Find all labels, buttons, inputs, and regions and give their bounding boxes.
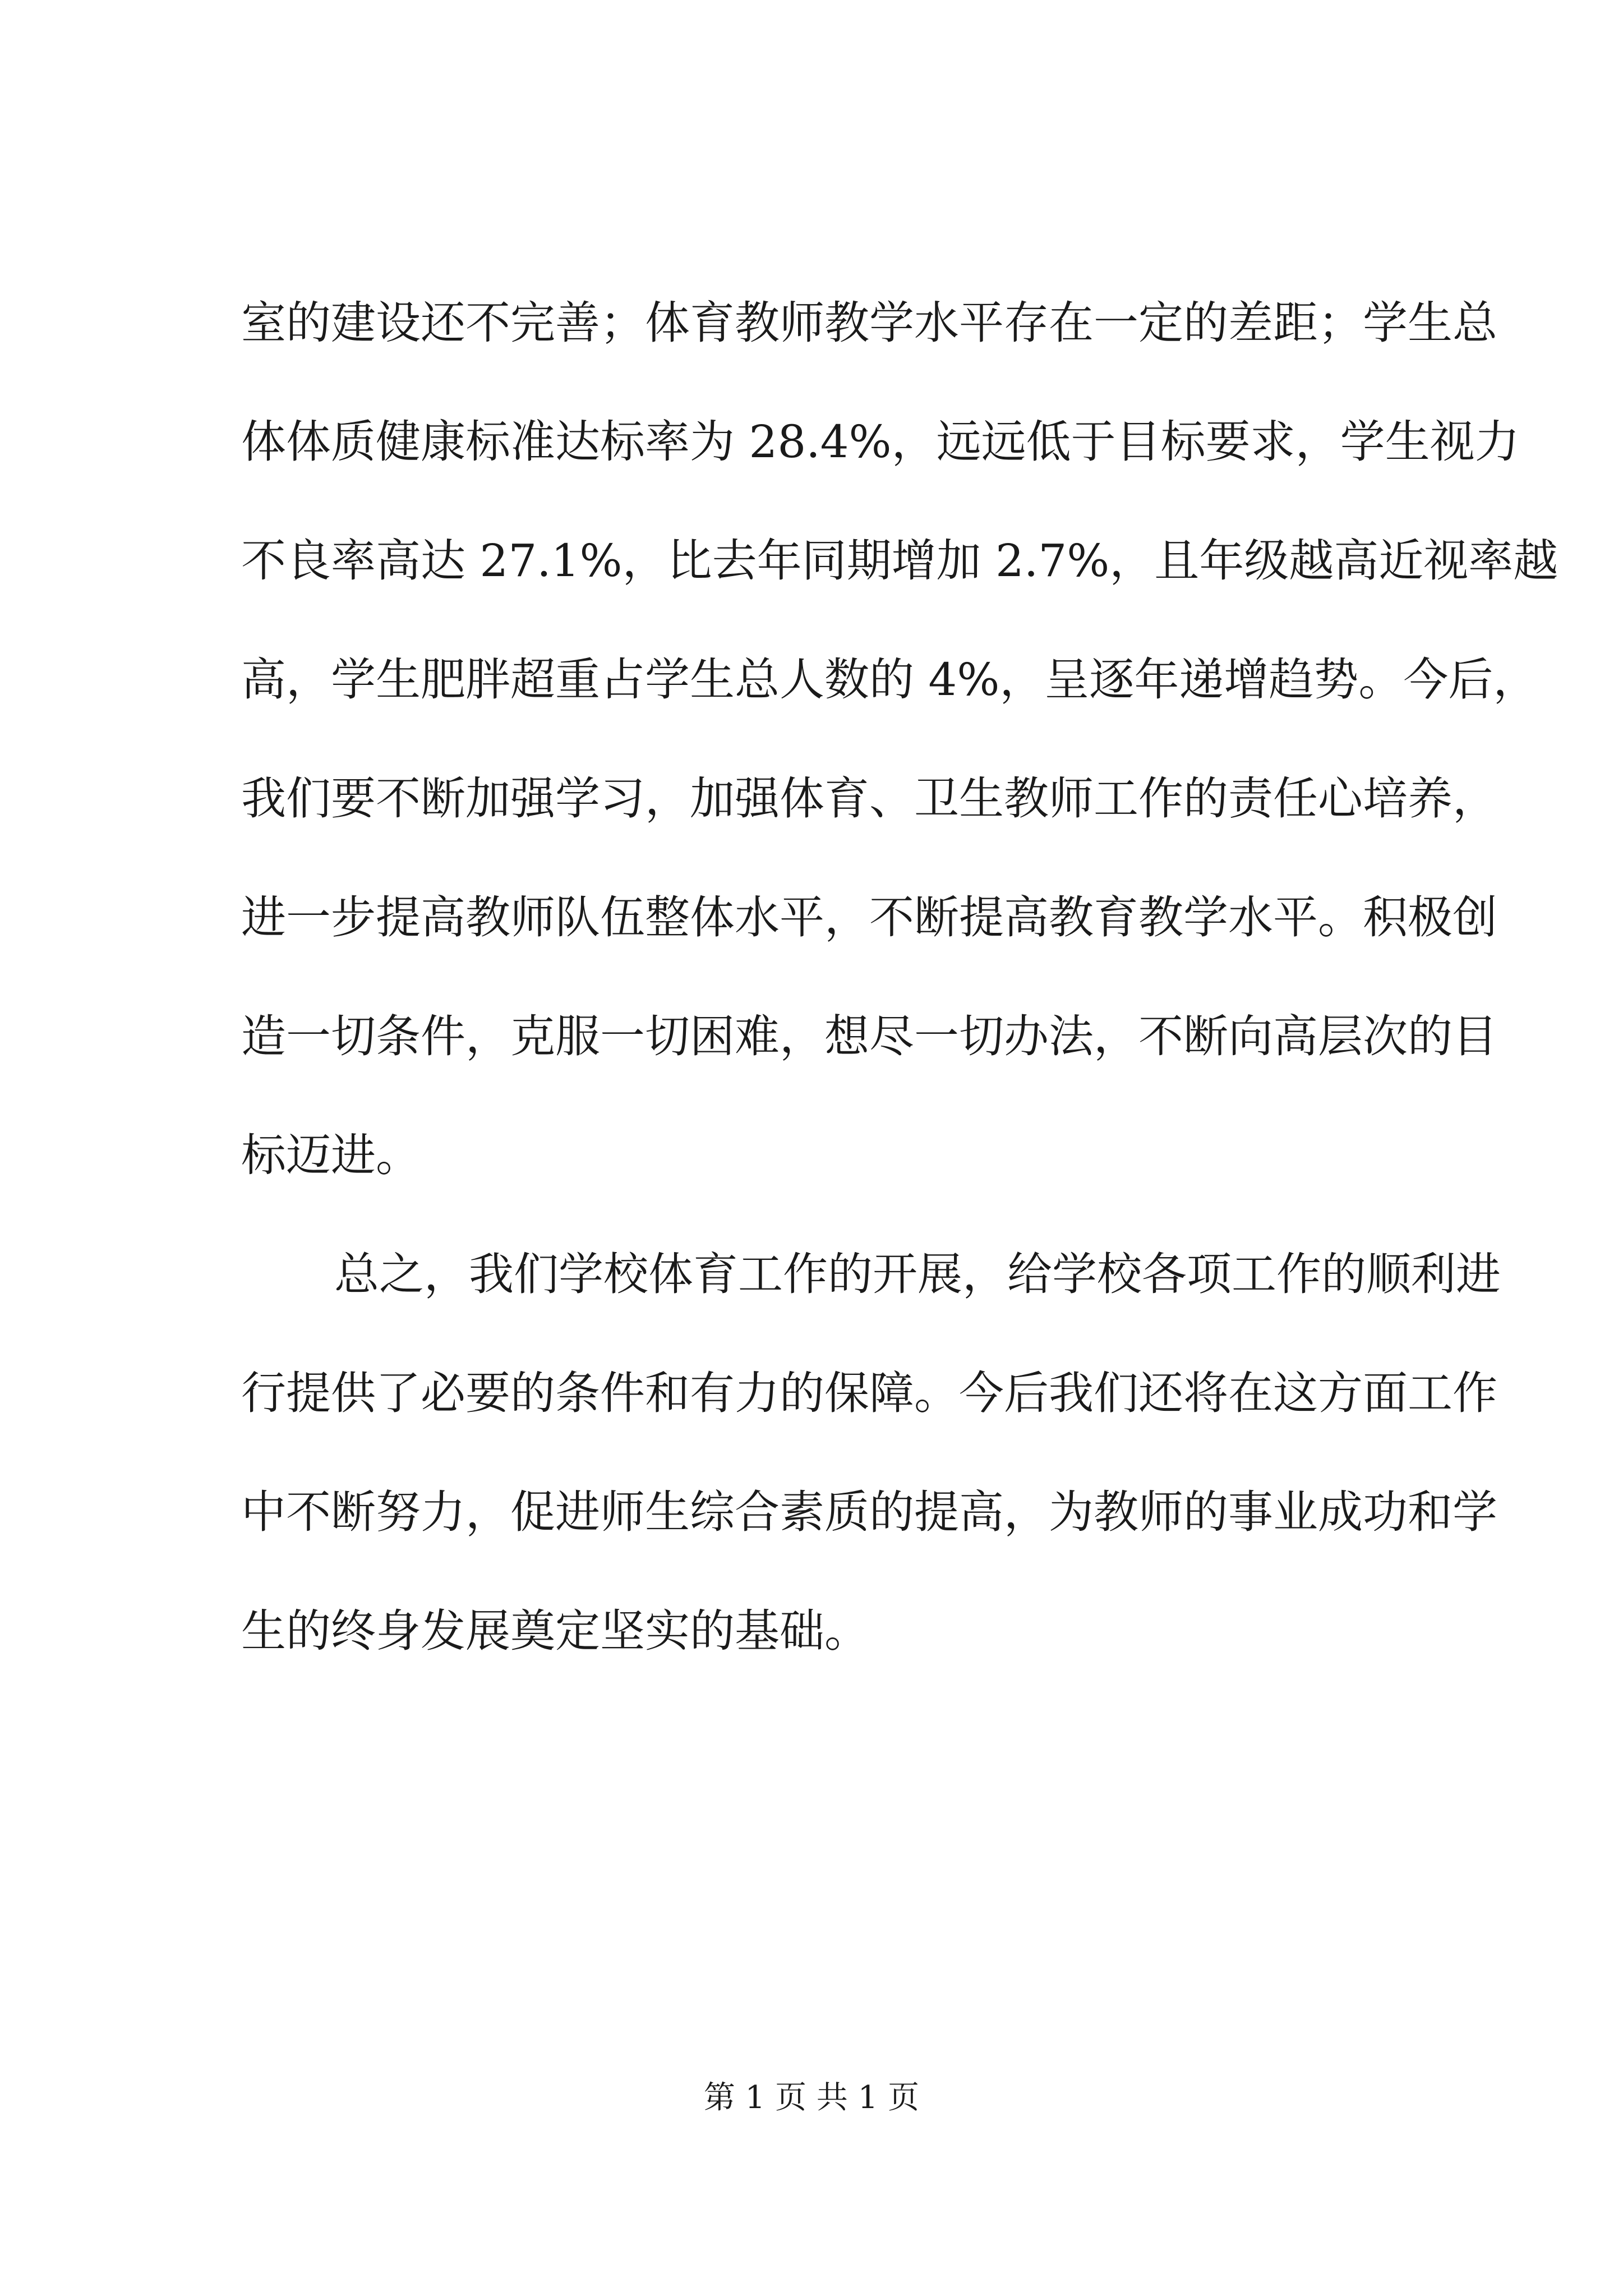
- paragraph-line: 高，学生肥胖超重占学生总人数的 4%，呈逐年递增趋势。今后，: [241, 654, 1538, 706]
- paragraph-line: 行提供了必要的条件和有力的保障。今后我们还将在这方面工作: [241, 1367, 1497, 1419]
- body-text: [241, 264, 1559, 1691]
- paragraph-line: 总之，我们学校体育工作的开展，给学校各项工作的顺利进: [334, 1248, 1501, 1300]
- paragraph-line: 进一步提高教师队伍整体水平，不断提高教育教学水平。积极创: [241, 891, 1497, 944]
- page-number-footer: 第 1 页 共 1 页: [703, 2079, 920, 2116]
- paragraph-2: [241, 1215, 1501, 1691]
- paragraph-line: 不良率高达 27.1%，比去年同期增加 2.7%，且年级越高近视率越: [241, 535, 1559, 587]
- paragraph-line: 体体质健康标准达标率为 28.4%，远远低于目标要求，学生视力: [241, 416, 1520, 468]
- paragraph-line: 造一切条件，克服一切困难，想尽一切办法，不断向高层次的目: [241, 1010, 1497, 1062]
- paragraph-line: 标迈进。: [241, 1129, 421, 1181]
- paragraph-line: 生的终身发展奠定坚实的基础。: [241, 1605, 869, 1657]
- paragraph-1: [241, 264, 1559, 1215]
- paragraph-line: 室的建设还不完善；体育教师教学水平存在一定的差距；学生总: [241, 297, 1497, 349]
- paragraph-line: 我们要不断加强学习，加强体育、卫生教师工作的责任心培养，: [241, 772, 1497, 825]
- paragraph-line: 中不断努力，促进师生综合素质的提高，为教师的事业成功和学: [241, 1486, 1497, 1538]
